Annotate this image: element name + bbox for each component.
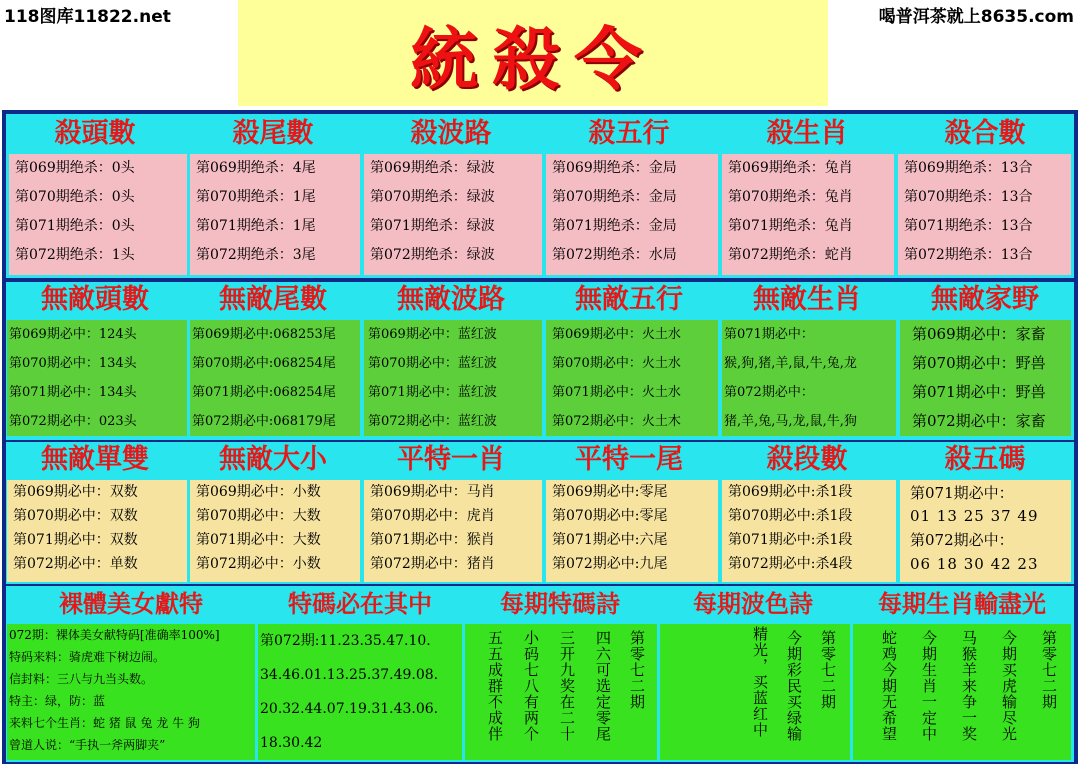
list-item: 第069期必中:杀1段	[728, 484, 853, 500]
list-item: 第070期必中:杀1段	[728, 508, 853, 524]
poem-line: 第零七二期	[628, 630, 646, 710]
section-kill-headers	[6, 116, 1074, 152]
beauty-cell	[7, 624, 255, 760]
list-item: 猪,羊,兔,马,龙,鼠,牛,狗	[724, 414, 857, 429]
zodiac-poem-cell	[853, 624, 1071, 760]
header-code-poem: 每期特碼詩	[500, 590, 620, 618]
header-kill-head: 殺頭數	[54, 118, 136, 149]
special-code-cell	[258, 624, 462, 760]
list-item: 特码来料：骑虎难下树边闹。	[9, 650, 166, 664]
flat-tail-cell	[546, 480, 718, 582]
list-item: 曾道人说：“手执一斧两脚夹”	[9, 738, 166, 752]
site-watermark-right: 喝普洱茶就上8635.com	[878, 7, 1074, 27]
section-invincible	[6, 282, 1074, 440]
list-item: 06 18 30 42 23	[910, 555, 1039, 573]
list-item: 第069期必中：火土水	[552, 327, 681, 342]
list-item: 第069期绝杀：兔肖	[728, 160, 853, 176]
section-special	[6, 442, 1074, 584]
list-item: 特主：绿，防：蓝	[9, 694, 106, 708]
header-kill-segment: 殺段數	[766, 444, 848, 475]
poem-line: 今期生肖一定中	[920, 630, 938, 742]
list-item: 第071期必中：野兽	[912, 383, 1046, 401]
kill-five-cell	[900, 480, 1071, 582]
list-item: 第070期必中：蓝红波	[368, 356, 497, 371]
poem-line: 第零七二期	[1040, 630, 1058, 710]
list-item: 第069期必中：双数	[13, 484, 138, 500]
poem-line: 精光，买蓝红中	[751, 626, 769, 738]
list-item: 第072期必中：	[910, 531, 1014, 549]
header-kill-element: 殺五行	[588, 118, 670, 149]
poem-line: 蛇鸡今期无希望	[880, 630, 898, 742]
header-kill-five: 殺五碼	[944, 444, 1026, 475]
kill-sum-cell	[898, 154, 1071, 275]
list-item: 第069期必中:068253尾	[192, 327, 336, 342]
kill-segment-cell	[722, 480, 896, 582]
list-item: 第072期:11.23.35.47.10.	[260, 633, 431, 649]
list-item: 第071期必中：大数	[196, 532, 321, 548]
list-item: 第069期必中：蓝红波	[368, 327, 497, 342]
list-item: 第070期必中:068254尾	[192, 356, 336, 371]
kill-zodiac-cell	[722, 154, 894, 275]
list-item: 第072期必中：家畜	[912, 412, 1046, 430]
site-watermark-left: 118图库11822.net	[4, 7, 171, 27]
list-item: 第072期必中：蓝红波	[368, 414, 497, 429]
header-flat-zodiac: 平特一肖	[397, 444, 505, 475]
list-item: 第071期必中:068254尾	[192, 385, 336, 400]
list-item: 072期：裸体美女献特码[准确率100%]	[9, 628, 220, 642]
prediction-board	[2, 110, 1078, 764]
section-poems-headers	[6, 586, 1074, 622]
list-item: 第071期绝杀：兔肖	[728, 218, 853, 234]
color-poem-cell	[660, 624, 850, 760]
list-item: 来料七个生肖：蛇 猪 鼠 兔 龙 牛 狗	[9, 716, 200, 730]
invincible-zodiac-cell	[722, 320, 896, 436]
invincible-tail-cell	[190, 320, 360, 436]
big-small-cell	[190, 480, 360, 582]
list-item: 第071期必中:六尾	[552, 532, 668, 548]
list-item: 第072期必中：单数	[13, 556, 138, 572]
list-item: 第069期绝杀：4尾	[196, 160, 316, 176]
list-item: 第070期绝杀：金局	[552, 189, 677, 205]
list-item: 第072期必中：猪肖	[370, 556, 495, 572]
list-item: 第072期必中：小数	[196, 556, 321, 572]
list-item: 第072期必中:杀4段	[728, 556, 853, 572]
list-item: 第069期必中：家畜	[912, 325, 1046, 343]
list-item: 第069期绝杀：13合	[904, 160, 1033, 176]
list-item: 第072期绝杀：3尾	[196, 247, 316, 263]
header-color-poem: 每期波色詩	[693, 590, 813, 618]
header-invincible-domestic-wild: 無敵家野	[931, 284, 1039, 315]
odd-even-cell	[7, 480, 187, 582]
list-item: 第071期绝杀：绿波	[370, 218, 495, 234]
list-item: 第070期绝杀：13合	[904, 189, 1033, 205]
invincible-head-cell	[7, 320, 187, 436]
flat-zodiac-cell	[364, 480, 542, 582]
list-item: 第071期绝杀：金局	[552, 218, 677, 234]
list-item: 第070期必中:零尾	[552, 508, 668, 524]
list-item: 第071期必中：猴肖	[370, 532, 495, 548]
kill-tail-cell	[190, 154, 360, 275]
list-item: 第071期必中：蓝红波	[368, 385, 497, 400]
invincible-wave-cell	[364, 320, 542, 436]
header-odd-even: 無敵單雙	[41, 444, 149, 475]
page-title: 統殺令	[409, 20, 656, 100]
header-kill-wave: 殺波路	[410, 118, 492, 149]
section-poems	[6, 586, 1074, 762]
list-item: 第070期绝杀：绿波	[370, 189, 495, 205]
header-kill-zodiac: 殺生肖	[766, 118, 848, 149]
list-item: 第070期绝杀：0头	[15, 189, 135, 205]
list-item: 第070期绝杀：1尾	[196, 189, 316, 205]
list-item: 第072期必中:九尾	[552, 556, 668, 572]
poem-line: 第零七二期	[819, 630, 837, 710]
poem-line: 三开九奖在二十	[558, 630, 576, 742]
list-item: 第070期绝杀：兔肖	[728, 189, 853, 205]
list-item: 第069期必中:零尾	[552, 484, 668, 500]
list-item: 第069期必中：124头	[9, 327, 137, 342]
list-item: 第069期必中：马肖	[370, 484, 495, 500]
list-item: 18.30.42	[260, 735, 323, 751]
header-beauty: 裸體美女獻特	[59, 590, 203, 618]
list-item: 第070期必中：134头	[9, 356, 137, 371]
header-special-code: 特碼必在其中	[288, 590, 432, 618]
list-item: 第071期绝杀：0头	[15, 218, 135, 234]
list-item: 第070期必中：大数	[196, 508, 321, 524]
header-invincible-wave: 無敵波路	[397, 284, 505, 315]
list-item: 01 13 25 37 49	[910, 507, 1039, 525]
poem-line: 今期买虎输尽光	[1000, 630, 1018, 742]
poem-line: 马猴羊来争一奖	[960, 630, 978, 742]
section-invincible-headers	[6, 282, 1074, 318]
list-item: 信封料：三八与九当头数。	[9, 672, 154, 686]
header-big-small: 無敵大小	[219, 444, 327, 475]
list-item: 第071期必中：火土水	[552, 385, 681, 400]
list-item: 第072期必中:068179尾	[192, 414, 336, 429]
invincible-element-cell	[546, 320, 718, 436]
poem-line: 四六可选定零尾	[594, 630, 612, 742]
poem-line: 今期彩民买绿输	[785, 630, 803, 742]
list-item: 第072期绝杀：水局	[552, 247, 677, 263]
list-item: 第070期必中：野兽	[912, 354, 1046, 372]
code-poem-cell	[465, 624, 657, 760]
kill-head-cell	[9, 154, 187, 275]
list-item: 第071期必中：	[910, 484, 1014, 502]
list-item: 第071期必中：134头	[9, 385, 137, 400]
list-item: 第069期必中：小数	[196, 484, 321, 500]
list-item: 第070期必中：虎肖	[370, 508, 495, 524]
header-invincible-element: 無敵五行	[575, 284, 683, 315]
list-item: 20.32.44.07.19.31.43.06.	[260, 701, 439, 717]
header-invincible-zodiac: 無敵生肖	[753, 284, 861, 315]
list-item: 第072期必中：火土木	[552, 414, 681, 429]
kill-element-cell	[546, 154, 718, 275]
header-kill-tail: 殺尾數	[232, 118, 314, 149]
header-invincible-head: 無敵頭數	[41, 284, 149, 315]
list-item: 第072期必中：023头	[9, 414, 137, 429]
list-item: 第072期必中：	[724, 385, 814, 400]
poem-line: 五五成群不成伴	[486, 630, 504, 742]
list-item: 第071期必中：双数	[13, 532, 138, 548]
header-zodiac-poem: 每期生肖輸盡光	[878, 590, 1046, 618]
list-item: 第071期绝杀：1尾	[196, 218, 316, 234]
kill-wave-cell	[364, 154, 542, 275]
poem-line: 小码七八有两个	[522, 630, 540, 742]
section-kill	[6, 114, 1074, 278]
header-flat-tail: 平特一尾	[575, 444, 683, 475]
list-item: 第071期绝杀：13合	[904, 218, 1033, 234]
list-item: 第071期必中：	[724, 327, 814, 342]
list-item: 第069期绝杀：绿波	[370, 160, 495, 176]
title-banner	[238, 0, 828, 106]
header-kill-sum: 殺合數	[944, 118, 1026, 149]
invincible-domestic-wild-cell	[900, 320, 1071, 436]
list-item: 第070期必中：双数	[13, 508, 138, 524]
list-item: 第072期绝杀：13合	[904, 247, 1033, 263]
list-item: 第069期绝杀：金局	[552, 160, 677, 176]
list-item: 34.46.01.13.25.37.49.08.	[260, 667, 439, 683]
section-special-headers	[6, 442, 1074, 478]
list-item: 第070期必中：火土水	[552, 356, 681, 371]
list-item: 第072期绝杀：1头	[15, 247, 135, 263]
list-item: 第072期绝杀：绿波	[370, 247, 495, 263]
header-invincible-tail: 無敵尾數	[219, 284, 327, 315]
list-item: 第071期必中:杀1段	[728, 532, 853, 548]
list-item: 猴,狗,猪,羊,鼠,牛,兔,龙	[724, 356, 857, 371]
list-item: 第072期绝杀：蛇肖	[728, 247, 853, 263]
list-item: 第069期绝杀：0头	[15, 160, 135, 176]
